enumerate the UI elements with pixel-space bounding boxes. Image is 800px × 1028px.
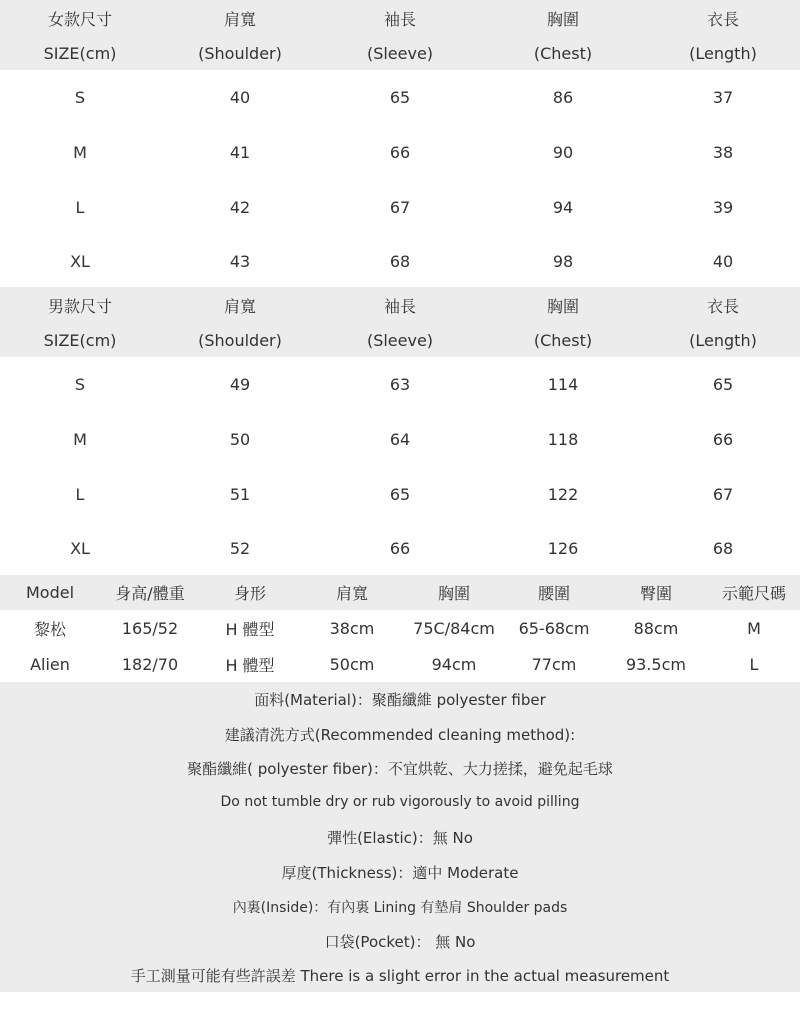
- model-demo-size-cell: M: [747, 618, 761, 638]
- cleaning-cn-text: 聚酯纖維( polyester fiber)：不宜烘乾、大力搓揉，避免起毛球: [187, 759, 613, 778]
- men-chest-cell: 126: [547, 539, 579, 558]
- women-length-cell: 39: [712, 198, 734, 217]
- women-header-length-cn: 衣長: [706, 9, 739, 29]
- women-chest-cell: 94: [552, 198, 574, 217]
- inside-text: 內裏(Inside)：有內裏 Lining 有墊肩 Shoulder pads: [232, 900, 568, 916]
- model-shoulder-cell: 50cm: [329, 654, 375, 674]
- women-length-cell: 37: [712, 88, 734, 107]
- women-size-cell: M: [73, 143, 87, 162]
- women-chest-cell: 86: [552, 88, 574, 107]
- women-header-cn-row: [0, 0, 800, 36]
- men-shoulder-cell: 52: [229, 539, 251, 558]
- model-name-cell: Alien: [30, 654, 70, 674]
- model-header-waist: 腰圍: [537, 584, 570, 603]
- model-waist-cell: 77cm: [531, 654, 577, 674]
- men-sleeve-cell: 64: [389, 430, 411, 449]
- women-length-cell: 38: [712, 143, 734, 162]
- model-chest-cell: 94cm: [431, 654, 477, 674]
- table-row: [0, 357, 800, 412]
- model-height-weight-cell: 165/52: [121, 618, 179, 638]
- model-demo-size-cell: L: [749, 654, 759, 674]
- women-header-chest-cn: 胸圍: [546, 9, 579, 29]
- material-text: 面料(Material)：聚酯纖維 polyester fiber: [254, 690, 546, 709]
- men-chest-cell: 122: [547, 485, 579, 504]
- men-sleeve-cell: 63: [389, 375, 411, 394]
- women-shoulder-cell: 41: [229, 143, 251, 162]
- men-header-sleeve-cn: 袖長: [383, 296, 416, 316]
- women-header-shoulder-cn: 肩寬: [223, 9, 256, 29]
- model-header-name: Model: [25, 583, 75, 602]
- model-body-type-cell: H 體型: [225, 655, 275, 675]
- women-size-cell: XL: [70, 251, 90, 271]
- men-size-cell: M: [73, 430, 87, 449]
- model-waist-cell: 65-68cm: [518, 618, 590, 638]
- men-shoulder-cell: 49: [229, 375, 251, 394]
- model-hip-cell: 93.5cm: [625, 654, 686, 674]
- model-header-hip: 臀圍: [639, 584, 672, 603]
- women-header-shoulder-en: (Shoulder): [198, 43, 282, 63]
- women-sleeve-cell: 67: [389, 198, 411, 217]
- men-header-size-cn: 男款尺寸: [47, 296, 112, 316]
- men-chest-cell: 114: [547, 375, 579, 394]
- men-length-cell: 68: [712, 539, 734, 558]
- men-length-cell: 65: [712, 375, 734, 394]
- women-header-sleeve-en: (Sleeve): [366, 43, 434, 63]
- cleaning-title-text: 建議清洗方式(Recommended cleaning method):: [224, 725, 576, 744]
- women-size-cell: S: [74, 88, 86, 107]
- women-shoulder-cell: 42: [229, 198, 251, 217]
- women-chest-cell: 90: [552, 143, 574, 162]
- women-shoulder-cell: 43: [229, 251, 251, 271]
- model-height-weight-cell: 182/70: [121, 654, 179, 674]
- men-size-cell: S: [74, 375, 86, 394]
- model-name-cell: 黎松: [33, 619, 66, 639]
- cleaning-en-text: Do not tumble dry or rub vigorously to avoid pilling: [220, 794, 580, 810]
- table-row: [0, 610, 800, 646]
- men-length-cell: 66: [712, 430, 734, 449]
- men-shoulder-cell: 50: [229, 430, 251, 449]
- men-header-chest-cn: 胸圍: [546, 296, 579, 316]
- men-sleeve-cell: 66: [389, 539, 411, 558]
- model-chest-cell: 75C/84cm: [413, 618, 495, 638]
- women-chest-cell: 98: [552, 251, 574, 271]
- men-header-size-en: SIZE(cm): [43, 330, 117, 350]
- model-header-shoulder: 肩寬: [335, 584, 368, 603]
- women-header-size-cn: 女款尺寸: [47, 9, 112, 29]
- men-header-shoulder-cn: 肩寬: [223, 296, 256, 316]
- men-shoulder-cell: 51: [229, 485, 251, 504]
- elastic-text: 彈性(Elastic)：無 No: [327, 828, 473, 847]
- model-header-height-weight: 身高/體重: [115, 584, 185, 603]
- men-header-en-row: [0, 323, 800, 357]
- table-row: [0, 412, 800, 467]
- table-row: [0, 70, 800, 125]
- women-sleeve-cell: 65: [389, 88, 411, 107]
- model-shoulder-cell: 38cm: [329, 618, 375, 638]
- model-header-row: [0, 575, 800, 610]
- women-header-en-row: [0, 36, 800, 70]
- measurement-note-text: 手工測量可能有些許誤差 There is a slight error in the actual measurement: [130, 966, 670, 985]
- men-header-shoulder-en: (Shoulder): [198, 330, 282, 350]
- table-row: [0, 467, 800, 522]
- table-row: [0, 646, 800, 682]
- men-header-length-cn: 衣長: [706, 296, 739, 316]
- men-size-cell: L: [75, 485, 85, 504]
- model-header-demo-size: 示範尺碼: [721, 584, 786, 603]
- table-row: [0, 180, 800, 235]
- women-sleeve-cell: 68: [389, 251, 411, 271]
- men-header-cn-row: [0, 287, 800, 323]
- model-header-chest: 胸圍: [437, 584, 470, 603]
- women-sleeve-cell: 66: [389, 143, 411, 162]
- men-length-cell: 67: [712, 485, 734, 504]
- model-hip-cell: 88cm: [633, 618, 679, 638]
- model-header-body-type: 身形: [233, 584, 266, 603]
- men-chest-cell: 118: [547, 430, 579, 449]
- women-header-sleeve-cn: 袖長: [383, 9, 416, 29]
- men-size-cell: XL: [70, 539, 90, 558]
- women-shoulder-cell: 40: [229, 88, 251, 107]
- men-header-sleeve-en: (Sleeve): [366, 330, 434, 350]
- men-header-length-en: (Length): [689, 330, 757, 350]
- model-body-type-cell: H 體型: [225, 619, 275, 639]
- table-row: [0, 125, 800, 180]
- women-header-length-en: (Length): [689, 43, 757, 63]
- women-size-cell: L: [75, 198, 85, 217]
- women-header-chest-en: (Chest): [533, 43, 593, 63]
- women-length-cell: 40: [712, 251, 734, 271]
- pocket-text: 口袋(Pocket)： 無 No: [324, 932, 476, 951]
- table-row: [0, 522, 800, 575]
- men-header-chest-en: (Chest): [533, 330, 593, 350]
- thickness-text: 厚度(Thickness)：適中 Moderate: [281, 863, 519, 882]
- table-row: [0, 235, 800, 287]
- men-sleeve-cell: 65: [389, 485, 411, 504]
- women-header-size-en: SIZE(cm): [43, 43, 117, 63]
